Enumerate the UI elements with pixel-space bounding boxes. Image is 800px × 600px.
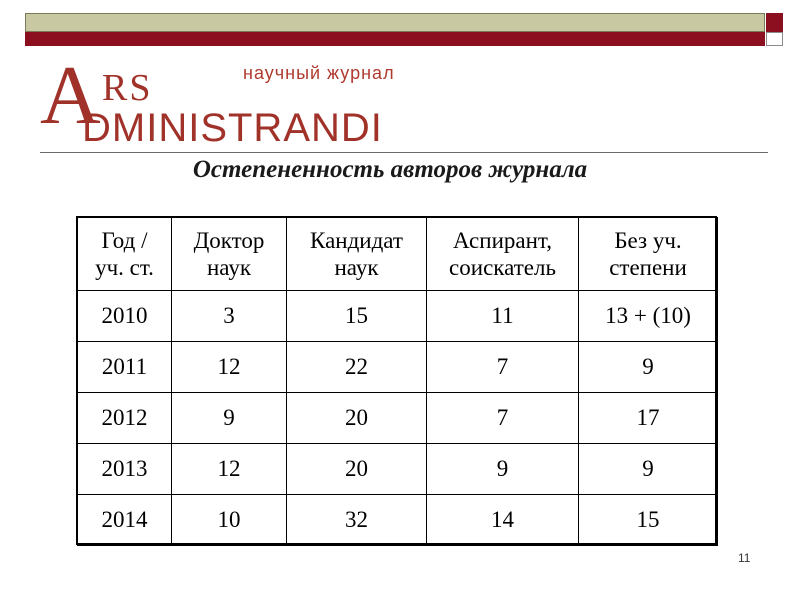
- cell-candidate: 22: [287, 342, 427, 393]
- cell-no-degree: 13 + (10): [579, 291, 718, 342]
- cell-no-degree: 17: [579, 393, 718, 444]
- authors-degree-table: [77, 217, 718, 546]
- header-year: Год / уч. ст.: [78, 218, 172, 291]
- cell-doctor: 10: [172, 495, 287, 546]
- cell-candidate: 32: [287, 495, 427, 546]
- top-olive-bar: [25, 13, 765, 32]
- cell-year: 2010: [78, 291, 172, 342]
- cell-postgraduate: 7: [427, 393, 579, 444]
- page-number: 11: [738, 551, 751, 565]
- table-row: [78, 495, 718, 546]
- cell-year: 2011: [78, 342, 172, 393]
- cell-postgraduate: 9: [427, 444, 579, 495]
- header-no-degree: Без уч. степени: [579, 218, 718, 291]
- cell-candidate: 20: [287, 444, 427, 495]
- table-header-row: [78, 218, 718, 291]
- header-divider: [40, 152, 768, 153]
- cell-no-degree: 9: [579, 444, 718, 495]
- cell-year: 2012: [78, 393, 172, 444]
- table-row: [78, 342, 718, 393]
- cell-no-degree: 9: [579, 342, 718, 393]
- cell-year: 2013: [78, 444, 172, 495]
- logo-big-letter: A: [40, 49, 101, 142]
- logo-line2: DMINISTRANDI: [82, 106, 383, 150]
- cell-doctor: 12: [172, 342, 287, 393]
- cell-doctor: 3: [172, 291, 287, 342]
- cell-postgraduate: 11: [427, 291, 579, 342]
- corner-square-red: [766, 13, 783, 32]
- table-row: [78, 393, 718, 444]
- cell-doctor: 12: [172, 444, 287, 495]
- header-doctor: Доктор наук: [172, 218, 287, 291]
- header-postgraduate: Аспирант, соискатель: [427, 218, 579, 291]
- cell-candidate: 20: [287, 393, 427, 444]
- logo-line1: RS: [102, 67, 153, 109]
- slide-title: Остепененность авторов журнала: [192, 156, 588, 183]
- cell-year: 2014: [78, 495, 172, 546]
- table-row: [78, 291, 718, 342]
- cell-postgraduate: 14: [427, 495, 579, 546]
- cell-doctor: 9: [172, 393, 287, 444]
- cell-postgraduate: 7: [427, 342, 579, 393]
- top-red-bar: [25, 32, 765, 46]
- logo-tagline: научный журнал: [243, 63, 395, 83]
- cell-candidate: 15: [287, 291, 427, 342]
- table-row: [78, 444, 718, 495]
- header-candidate: Кандидат наук: [287, 218, 427, 291]
- cell-no-degree: 15: [579, 495, 718, 546]
- corner-square-white: [766, 32, 783, 46]
